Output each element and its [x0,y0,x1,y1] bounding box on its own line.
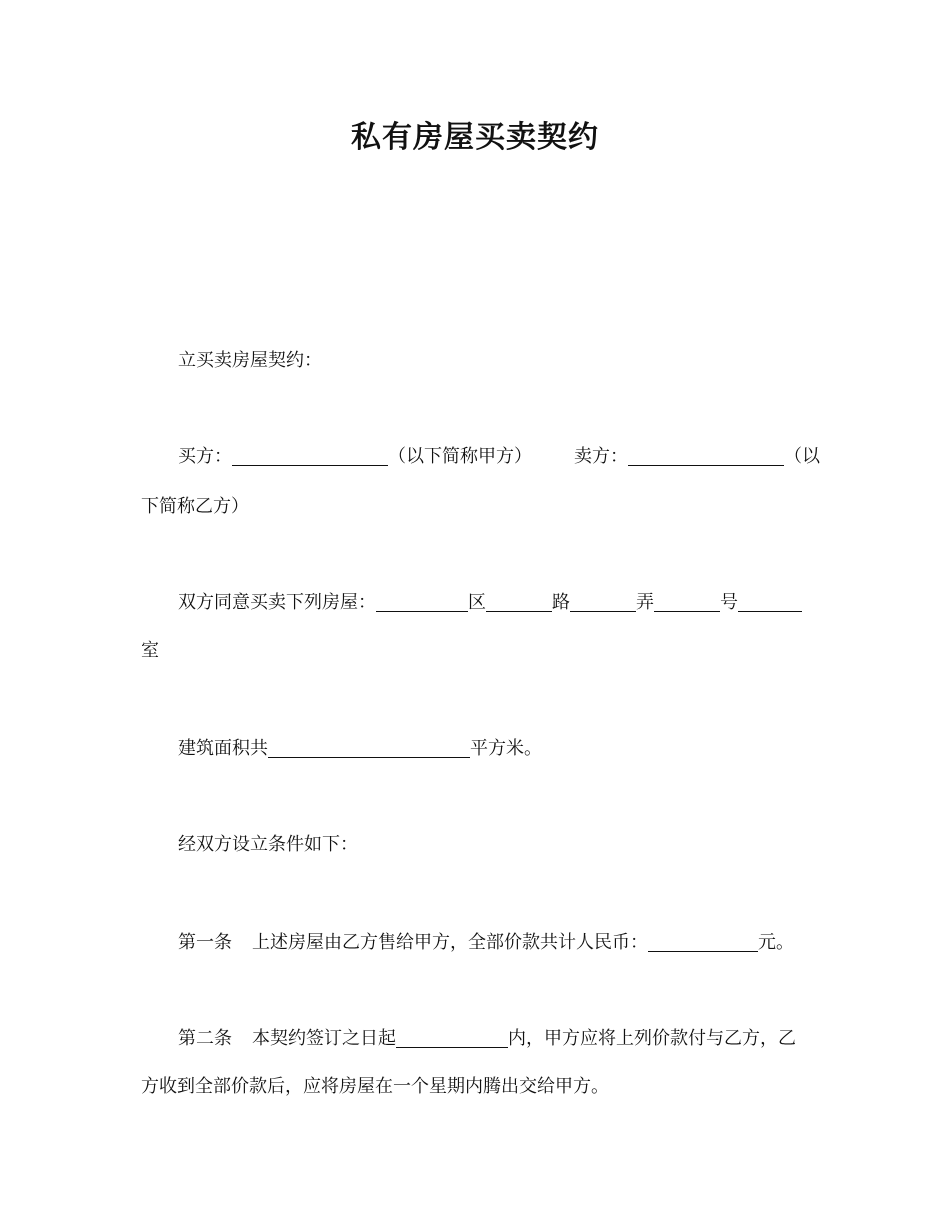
buyer-name-blank[interactable] [232,445,388,466]
district-blank[interactable] [376,591,468,612]
road-blank[interactable] [486,591,552,612]
seller-name-blank[interactable] [628,445,784,466]
area-lead: 建筑面积共 [178,738,268,759]
article-2-number: 第二条 [178,1028,232,1049]
document-title: 私有房屋买卖契约 [351,120,599,155]
seller-note-end: 下简称乙方） [141,496,249,517]
area-blank[interactable] [268,737,470,758]
parties-line [178,442,820,468]
area-unit: 平方米。 [470,738,542,759]
house-lead: 双方同意买卖下列房屋： [178,592,376,613]
seller-label: 卖方： [574,446,628,467]
article-2 [178,1024,796,1050]
article-2-line2: 方收到全部价款后，应将房屋在一个星期内腾出交给甲方。 [141,1076,609,1097]
number-label: 号 [720,592,738,613]
article-2-lead: 本契约签订之日起 [252,1028,396,1049]
lane-blank[interactable] [570,591,636,612]
term-blank[interactable] [396,1027,508,1048]
house-address-line-cont [141,636,159,662]
room-label: 室 [141,640,159,661]
road-label: 路 [552,592,570,613]
house-address-line [178,588,802,614]
article-1-number: 第一条 [178,932,232,953]
buyer-note: （以下简称甲方） [388,446,532,467]
lane-label: 弄 [636,592,654,613]
seller-note-start: （以 [784,446,820,467]
article-1-unit: 元。 [758,932,794,953]
intro-text: 立买卖房屋契约： [178,350,322,371]
article-1 [178,928,794,954]
article-2-cont [141,1072,609,1098]
parties-line-cont [141,492,249,518]
article-2-rest: 内，甲方应将上列价款付与乙方，乙 [508,1028,796,1049]
article-1-text: 上述房屋由乙方售给甲方，全部价款共计人民币： [252,932,648,953]
area-line [178,734,542,760]
district-label: 区 [468,592,486,613]
number-blank[interactable] [654,591,720,612]
room-blank[interactable] [738,591,802,612]
buyer-label: 买方： [178,446,232,467]
contract-intro [178,346,322,372]
conditions-intro [178,830,358,856]
conditions-text: 经双方设立条件如下： [178,834,358,855]
price-blank[interactable] [648,931,758,952]
